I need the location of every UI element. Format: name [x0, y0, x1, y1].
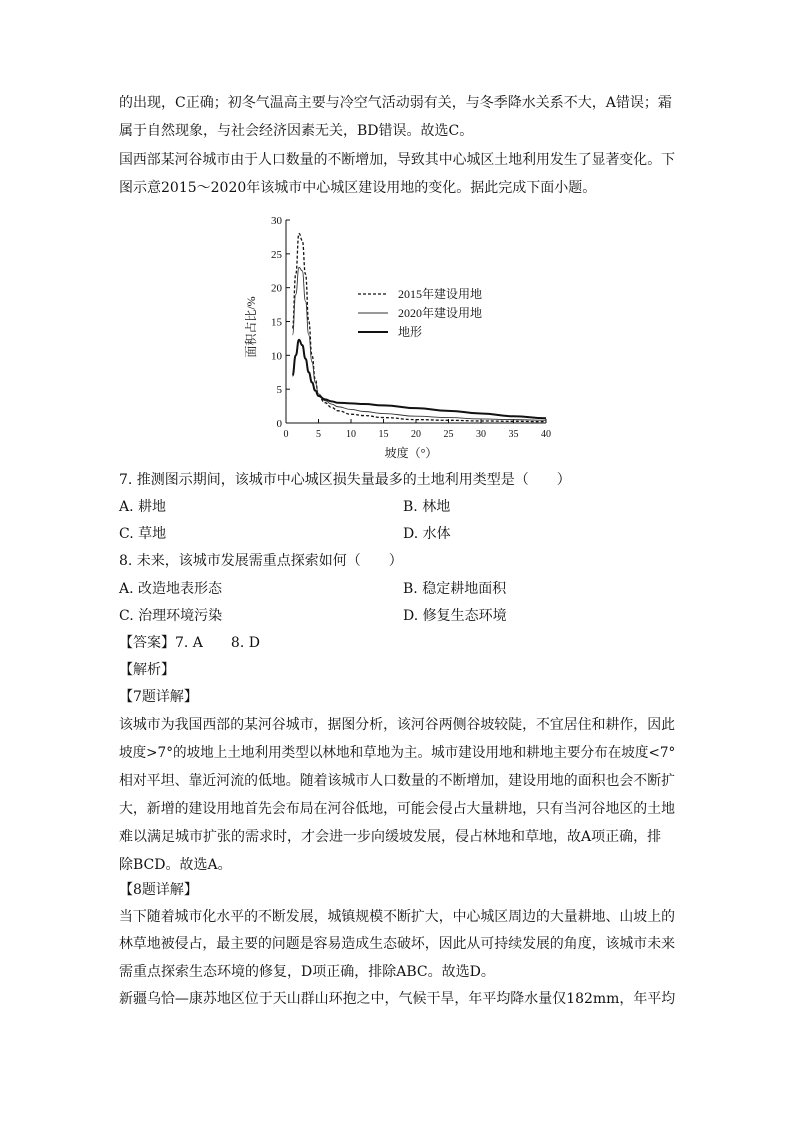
text-line: 需重点探索生态环境的修复，D项正确，排除ABC。故选D。	[119, 964, 495, 980]
legend-label-1: 2020年建设用地	[398, 306, 483, 320]
y-tick-label: 5	[276, 384, 282, 397]
text-line: 难以满足城市扩张的需求时，才会进一步向缓坡发展，侵占林地和草地，故A项正确，排	[119, 829, 662, 845]
text-line: 除BCD。故选A。	[119, 857, 232, 873]
q8-option-a[interactable]: A. 改造地表形态	[119, 581, 223, 597]
legend-label-0: 2015年建设用地	[398, 287, 483, 301]
slope-area-chart	[240, 207, 560, 462]
text-line: 大，新增的建设用地首先会布局在河谷低地，可能会侵占大量耕地，只有当河谷地区的土地	[119, 801, 675, 817]
text-line: 新疆乌恰—康苏地区位于天山群山环抱之中，气候干旱，年平均降水量仅182mm，年平均	[119, 991, 676, 1007]
question-7-stem: 7. 推测图示期间，该城市中心城区损失量最多的土地利用类型是（ ）	[119, 472, 571, 488]
q8-option-b[interactable]: B. 稳定耕地面积	[403, 581, 507, 597]
x-tick-label: 20	[411, 429, 421, 440]
y-tick-label: 20	[271, 282, 282, 295]
chart-legend	[358, 286, 482, 339]
text-line: 国西部某河谷城市由于人口数量的不断增加，导致其中心城区土地利用发生了显著变化。下	[119, 152, 675, 168]
answer-value: 7. A 8. D	[175, 635, 260, 651]
text-line: 相对平坦、靠近河流的低地。随着该城市人口数量的不断增加，建设用地的面积也会不断扩	[119, 773, 675, 789]
x-tick-label: 15	[378, 429, 389, 440]
x-tick-label: 30	[476, 429, 486, 440]
q8-option-d[interactable]: D. 修复生态环境	[403, 608, 507, 624]
x-tick-label: 35	[508, 429, 519, 440]
q7-option-a[interactable]: A. 耕地	[119, 499, 167, 515]
text-line: 的出现，C正确；初冬气温高主要与冷空气活动弱有关，与冬季降水关系不大，A错误；霜	[119, 95, 672, 111]
q8-detail-label: 【8题详解】	[119, 882, 198, 898]
q8-option-c[interactable]: C. 治理环境污染	[119, 608, 223, 624]
x-tick-label: 25	[443, 429, 454, 440]
x-tick-label: 5	[316, 429, 321, 440]
chart-axes	[286, 220, 546, 423]
q7-option-d[interactable]: D. 水体	[403, 526, 451, 542]
q7-detail-label: 【7题详解】	[119, 689, 198, 705]
text-line: 当下随着城市化水平的不断发展，城镇规模不断扩大，中心城区周边的大量耕地、山坡上的	[119, 909, 675, 925]
q7-option-b[interactable]: B. 林地	[403, 499, 451, 515]
q7-option-c[interactable]: C. 草地	[119, 526, 167, 542]
x-tick-label: 0	[283, 429, 289, 440]
legend-label-2: 地形	[398, 325, 423, 339]
answer-line	[119, 633, 260, 653]
y-tick-label: 10	[271, 350, 282, 363]
text-line: 图示意2015～2020年该城市中心城区建设用地的变化。据此完成下面小题。	[119, 180, 597, 196]
series-line-2	[293, 340, 547, 418]
answer-label: 【答案】	[119, 635, 175, 651]
text-line: 坡度>7°的坡地上土地利用类型以林地和草地为主。城市建设用地和耕地主要分布在坡度<7°	[119, 745, 676, 761]
y-tick-label: 25	[271, 248, 282, 261]
text-line: 林草地被侵占，最主要的问题是容易造成生态破坏，因此从可持续发展的角度，该城市未来	[119, 936, 675, 952]
x-tick-label: 10	[346, 429, 356, 440]
y-axis-label: 面积占比/%	[244, 296, 258, 358]
analysis-label: 【解析】	[119, 662, 175, 678]
question-8-stem: 8. 未来，该城市发展需重点探索如何（ ）	[119, 553, 403, 569]
x-tick-label: 40	[541, 429, 551, 440]
y-tick-label: 15	[271, 316, 282, 329]
y-tick-label: 0	[276, 418, 282, 430]
text-line: 属于自然现象，与社会经济因素无关，BD错误。故选C。	[119, 123, 474, 139]
x-axis-label: 坡度（°）	[384, 446, 438, 460]
text-line: 该城市为我国西部的某河谷城市，据图分析，该河谷两侧谷坡较陡，不宜居住和耕作，因此	[119, 717, 675, 733]
y-tick-label: 30	[271, 215, 282, 227]
